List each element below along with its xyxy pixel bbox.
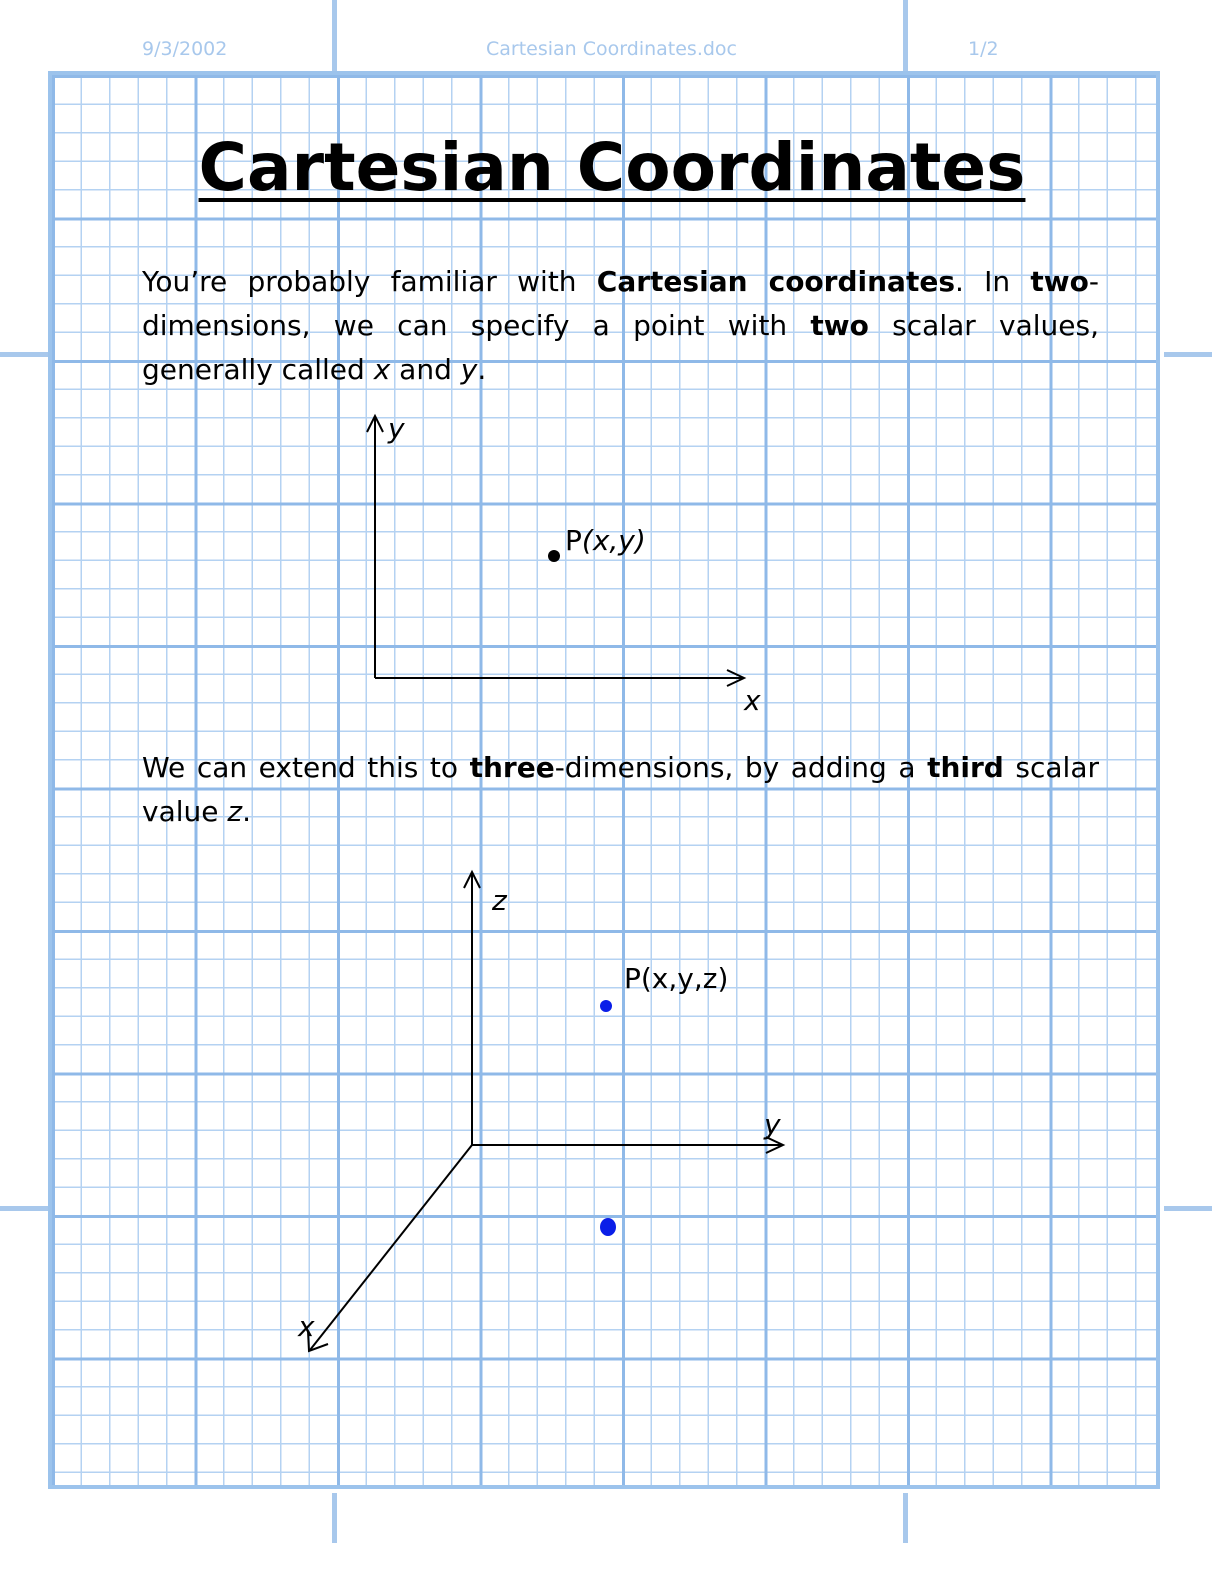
x-axis-3d-label: x: [298, 1310, 315, 1343]
extension-paragraph: We can extend this to three-dimensions, by adding a third scalar value z.: [142, 751, 1099, 828]
y-axis-2d-label: y: [388, 412, 405, 445]
intro-paragraph: You’re probably familiar with Cartesian coordinates. In two-dimensions, we can specify a point with two scalar values, generally called x and y.: [142, 265, 1099, 386]
y-axis-3d-label: y: [764, 1108, 781, 1141]
z-axis-3d-label: z: [492, 884, 507, 917]
header-date: 9/3/2002: [142, 38, 228, 60]
header-page-number: 1/2: [968, 38, 999, 60]
page-title: Cartesian Coordinates: [198, 129, 1026, 206]
header-filename: Cartesian Coordinates.doc: [486, 38, 737, 60]
point-3d: [600, 1000, 612, 1012]
point-2d-label: P(x,y): [565, 524, 646, 557]
point-3d-label: P(x,y,z): [624, 962, 729, 995]
x-axis-2d-label: x: [744, 684, 761, 717]
point-3d-projection: [600, 1218, 616, 1236]
x-axis-3d: [310, 1145, 472, 1350]
